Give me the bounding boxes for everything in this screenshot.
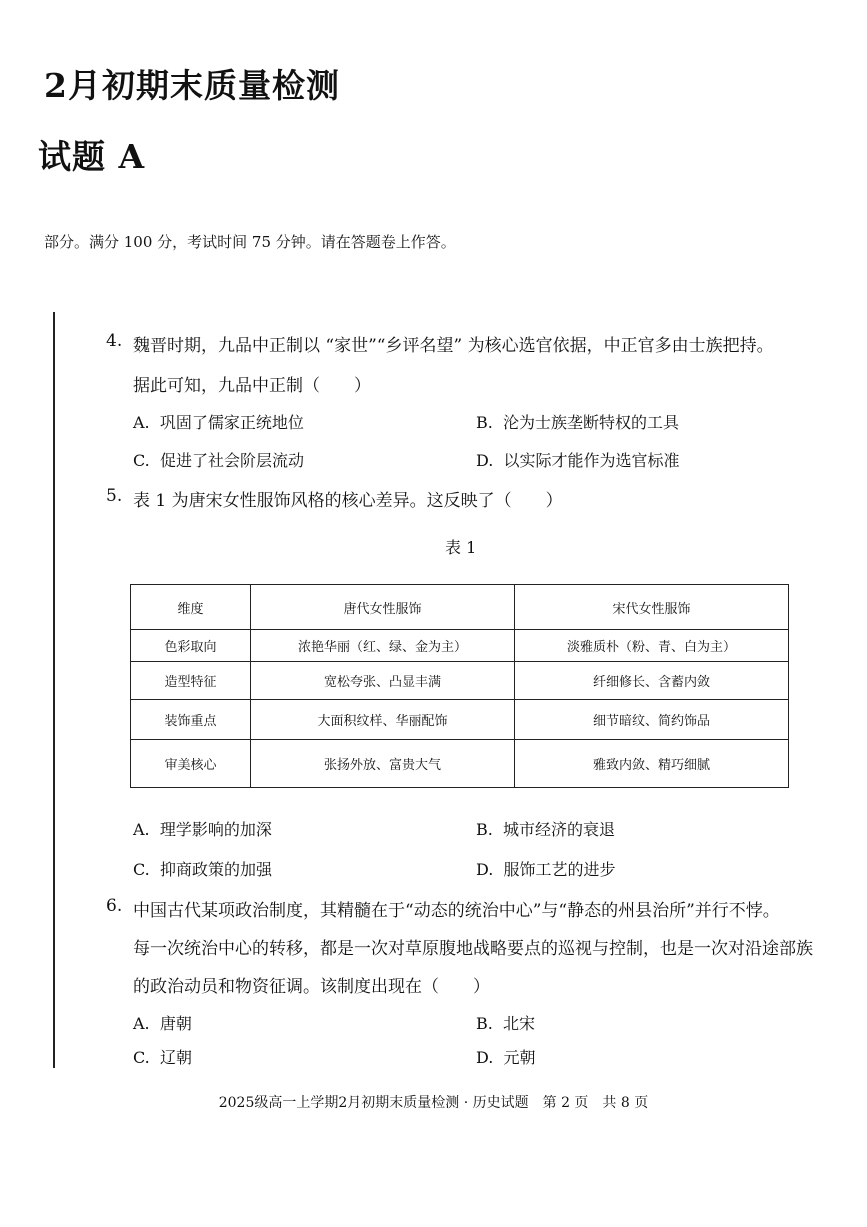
table-cell: 审美核心 [131, 740, 251, 788]
question-6-option-c[interactable] [133, 1045, 192, 1068]
question-4-stem-line-1: 魏晋时期，九品中正制以 “家世”“乡评名望” 为核心选官依据，中正官多由士族把持。 [133, 336, 774, 356]
table-header-cell: 维度 [131, 585, 251, 630]
option-letter: A. [133, 820, 150, 839]
option-letter: B. [476, 820, 493, 839]
table-row [131, 662, 789, 700]
table-header-row [131, 585, 789, 630]
option-letter: C. [133, 1048, 150, 1067]
question-6-option-d[interactable] [476, 1045, 536, 1068]
question-6-stem-line-3: 的政治动员和物资征调。该制度出现在（ ） [133, 977, 490, 997]
comparison-table [130, 584, 789, 788]
table-cell: 淡雅质朴（粉、青、白为主） [515, 630, 789, 662]
question-6-stem-line-2: 每一次统治中心的转移，都是一次对草原腹地战略要点的巡视与控制，也是一次对沿途部族 [133, 939, 813, 959]
question-5-option-b[interactable] [476, 817, 615, 840]
table-row [131, 630, 789, 662]
table-cell: 纤细修长、含蓄内敛 [515, 662, 789, 700]
table-cell: 色彩取向 [131, 630, 251, 662]
table-header-cell: 唐代女性服饰 [251, 585, 515, 630]
table-cell: 张扬外放、富贵大气 [251, 740, 515, 788]
option-text: 抑商政策的加强 [159, 860, 272, 879]
option-letter: D. [476, 1048, 494, 1067]
question-4-option-c[interactable] [133, 448, 304, 471]
question-5-option-a[interactable] [133, 817, 272, 840]
question-5-number: 5. [106, 486, 123, 506]
question-6-option-b[interactable] [476, 1011, 535, 1034]
option-text: 城市经济的衰退 [503, 820, 616, 839]
option-letter: B. [476, 1014, 493, 1033]
page-footer: 2025级高一上学期2月初期末质量检测 · 历史试题 第 2 页 共 8 页 [218, 1095, 649, 1111]
option-letter: D. [476, 451, 494, 470]
exam-title: 2月初期末质量检测 [44, 66, 340, 105]
question-6-number: 6. [106, 896, 123, 916]
question-4-number: 4. [106, 331, 123, 351]
option-text: 唐朝 [159, 1014, 192, 1033]
question-4-stem-line-2: 据此可知，九品中正制（ ） [133, 376, 371, 396]
table-row [131, 740, 789, 788]
option-letter: D. [476, 860, 494, 879]
option-letter: A. [133, 1014, 150, 1033]
question-4-option-d[interactable] [476, 448, 680, 471]
option-text: 促进了社会阶层流动 [159, 451, 304, 470]
question-6-stem-line-1: 中国古代某项政治制度，其精髓在于“动态的统治中心”与“静态的州县治所”并行不悖。 [133, 901, 780, 921]
option-text: 北宋 [503, 1014, 536, 1033]
table-cell: 浓艳华丽（红、绿、金为主） [251, 630, 515, 662]
option-text: 服饰工艺的进步 [503, 860, 616, 879]
option-text: 元朝 [503, 1048, 536, 1067]
option-text: 巩固了儒家正统地位 [159, 413, 304, 432]
option-text: 以实际才能作为选官标准 [503, 451, 680, 470]
table-cell: 细节暗纹、简约饰品 [515, 700, 789, 740]
exam-subtitle: 试题 A [38, 137, 146, 176]
question-5-stem: 表 1 为唐宋女性服饰风格的核心差异。这反映了（ ） [133, 491, 563, 511]
table-cell: 宽松夸张、凸显丰满 [251, 662, 515, 700]
table-header-cell: 宋代女性服饰 [515, 585, 789, 630]
option-text: 沦为士族垄断特权的工具 [503, 413, 680, 432]
table-row [131, 700, 789, 740]
question-4-option-b[interactable] [476, 410, 679, 433]
question-6-option-a[interactable] [133, 1011, 192, 1034]
table-cell: 雅致内敛、精巧细腻 [515, 740, 789, 788]
exam-instructions: 部分。满分 100 分，考试时间 75 分钟。请在答题卷上作答。 [44, 233, 456, 251]
option-text: 理学影响的加深 [159, 820, 272, 839]
table-cell: 大面积纹样、华丽配饰 [251, 700, 515, 740]
option-letter: C. [133, 451, 150, 470]
table-caption: 表 1 [445, 538, 477, 557]
table-cell: 造型特征 [131, 662, 251, 700]
question-5-option-c[interactable] [133, 857, 272, 880]
table-cell: 装饰重点 [131, 700, 251, 740]
option-letter: B. [476, 413, 493, 432]
option-letter: C. [133, 860, 150, 879]
option-text: 辽朝 [159, 1048, 192, 1067]
binding-line [53, 312, 55, 1068]
option-letter: A. [133, 413, 150, 432]
question-4-option-a[interactable] [133, 410, 304, 433]
question-5-option-d[interactable] [476, 857, 616, 880]
